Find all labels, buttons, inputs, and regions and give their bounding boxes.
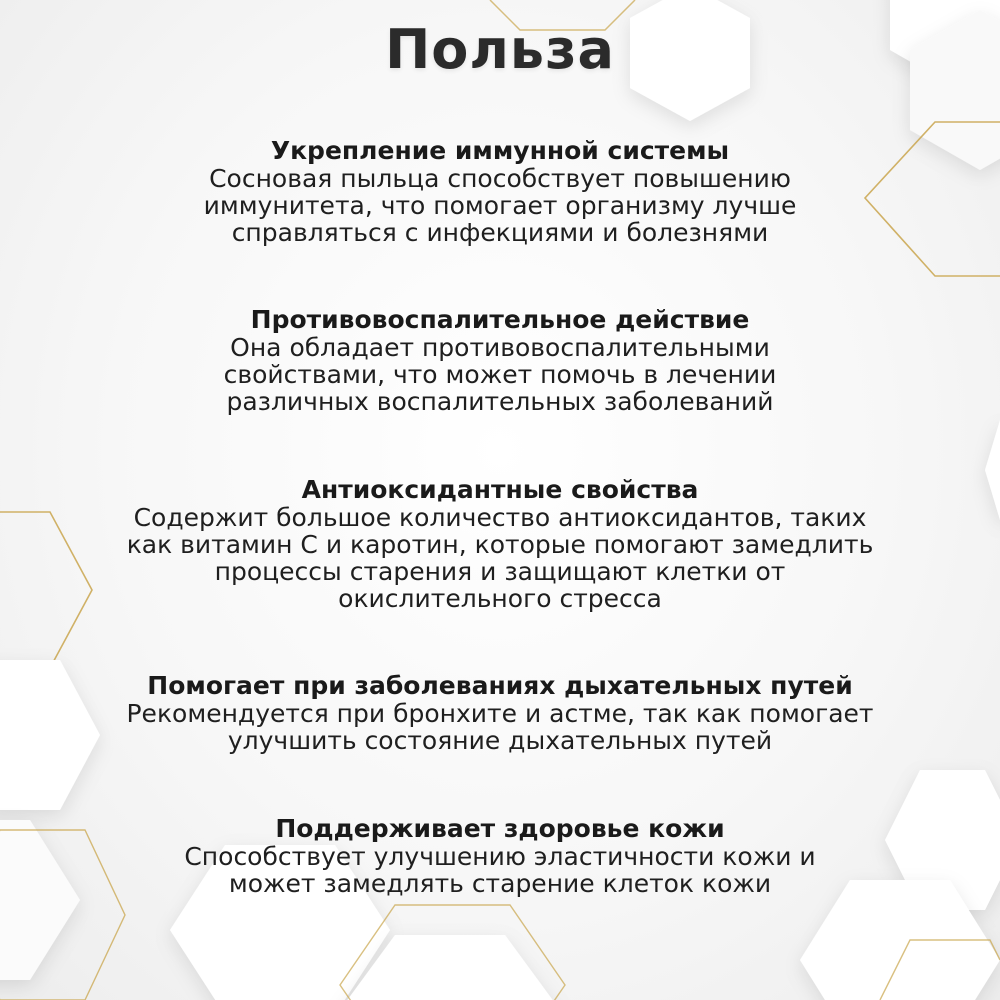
- page-title: Польза: [385, 18, 615, 81]
- benefit-description: Сосновая пыльца способствует повышению иммунитета, что помогает организму лучше справляться с инфекциями и болезнями: [203, 164, 797, 247]
- benefit-heading: Поддерживает здоровье кожи: [275, 814, 725, 843]
- benefit-item-antioxidant: [80, 476, 920, 612]
- benefit-item-skin: [80, 815, 920, 897]
- benefit-heading: Противовоспалительное действие: [250, 305, 750, 334]
- benefit-description: Она обладает противовоспалительными свойствами, что может помочь в лечении различных воспалительных заболеваний: [223, 333, 777, 416]
- benefit-item-respiratory: [80, 672, 920, 754]
- benefit-heading: Антиоксидантные свойства: [301, 475, 699, 504]
- benefit-item-anti-inflammatory: [80, 306, 920, 415]
- benefit-description: Рекомендуется при бронхите и астме, так как помогает улучшить состояние дыхательных путей: [126, 699, 874, 755]
- benefit-heading: Укрепление иммунной системы: [270, 136, 730, 165]
- benefit-description: Способствует улучшению эластичности кожи и может замедлять старение клеток кожи: [184, 842, 816, 898]
- benefit-item-immunity: [80, 137, 920, 246]
- benefit-heading: Помогает при заболеваниях дыхательных путей: [147, 671, 853, 700]
- benefit-description: Содержит большое количество антиоксидантов, таких как витамин С и каротин, которые помогают замедлить процессы старения и защищают клетки от окислительного стресса: [126, 503, 874, 613]
